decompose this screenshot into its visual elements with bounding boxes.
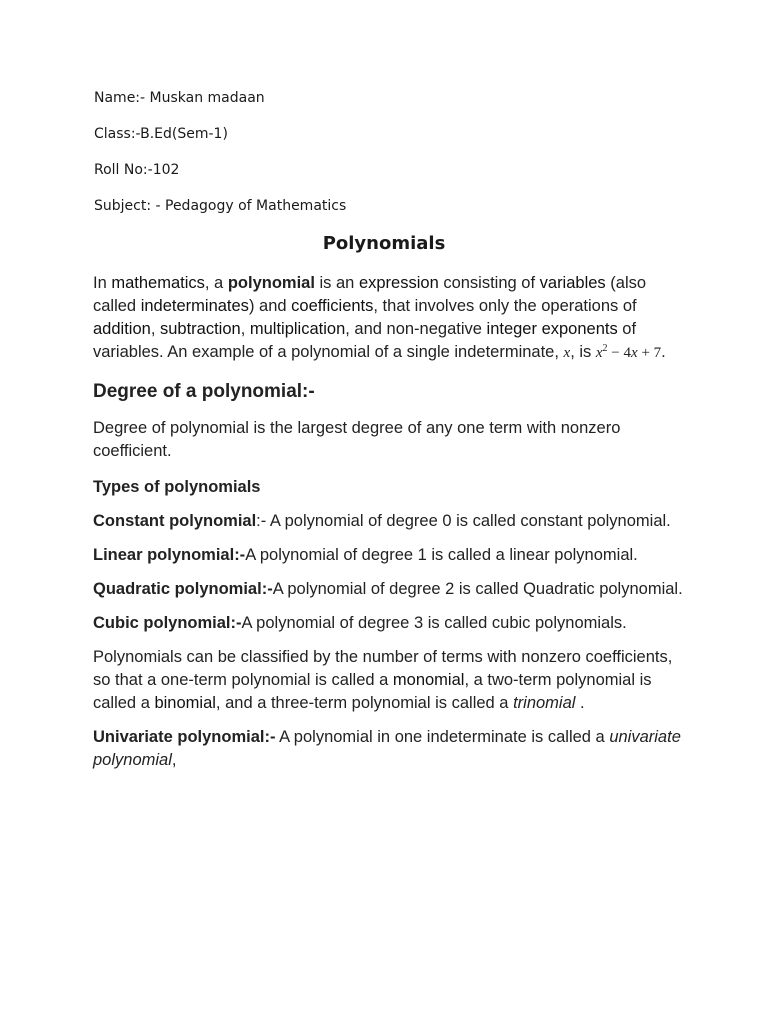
roll-number: Roll No:-102 <box>94 162 180 178</box>
types-heading: Types of polynomials <box>93 478 261 496</box>
classification-paragraph: Polynomials can be classified by the number of terms with nonzero coefficients, so that a one-term polynomial is called a monomial, a two-term polynomial is called a binomial, and a three-term polynomial is called a trinomial . <box>93 648 673 712</box>
link-addition: addition <box>93 320 151 338</box>
link-multiplication: multiplication <box>249 320 346 338</box>
page-title: Polynomials <box>322 233 446 254</box>
student-class: Class:-B.Ed(Sem-1) <box>94 126 228 142</box>
term-univariate: univariate <box>609 728 681 746</box>
term-polynomial: polynomial <box>227 274 315 292</box>
degree-text: Degree of polynomial is the largest degree of any one term with nonzero coefficient. <box>93 419 621 460</box>
constant-polynomial: Constant polynomial:- A polynomial of degree 0 is called constant polynomial. <box>93 512 671 530</box>
link-subtraction: subtraction <box>159 320 241 338</box>
term-trinomial: trinomial <box>513 694 576 712</box>
link-monomial: monomial <box>392 671 465 689</box>
student-name: Name:- Muskan madaan <box>94 90 265 106</box>
link-variables: variables <box>539 274 606 292</box>
link-binomial: binomial <box>154 694 216 712</box>
degree-heading: Degree of a polynomial:- <box>93 381 315 402</box>
link-mathematics: mathematics <box>111 274 205 292</box>
subject: Subject: - Pedagogy of Mathematics <box>94 198 347 214</box>
link-integer-exponents: integer exponents <box>486 320 618 338</box>
cubic-polynomial: Cubic polynomial:-A polynomial of degree 3 is called cubic polynomials. <box>93 614 627 632</box>
link-expression: expression <box>358 274 439 292</box>
quadratic-polynomial: Quadratic polynomial:-A polynomial of degree 2 is called Quadratic polynomial. <box>93 580 683 598</box>
link-indeterminates: indeterminates <box>140 297 249 315</box>
univariate-polynomial: Univariate polynomial:- A polynomial in one indeterminate is called a univariate polynomial, <box>93 728 681 769</box>
intro-paragraph: In mathematics, a polynomial is an expression consisting of variables (also called indeterminates) and coefficients, that involves only the operations of addition, subtraction, multiplication, and non-negative integer exponents of variables. An example of a polynomial of a single indeterminate, x, is $x^2 - 4x + 7$. <box>93 274 666 361</box>
example-expression: $x^2 - 4x + 7$ <box>595 343 662 361</box>
variable-x: x <box>563 345 571 361</box>
linear-polynomial: Linear polynomial:-A polynomial of degree 1 is called a linear polynomial. <box>93 546 638 564</box>
link-coefficients: coefficients <box>291 297 374 315</box>
document-body <box>93 272 693 783</box>
